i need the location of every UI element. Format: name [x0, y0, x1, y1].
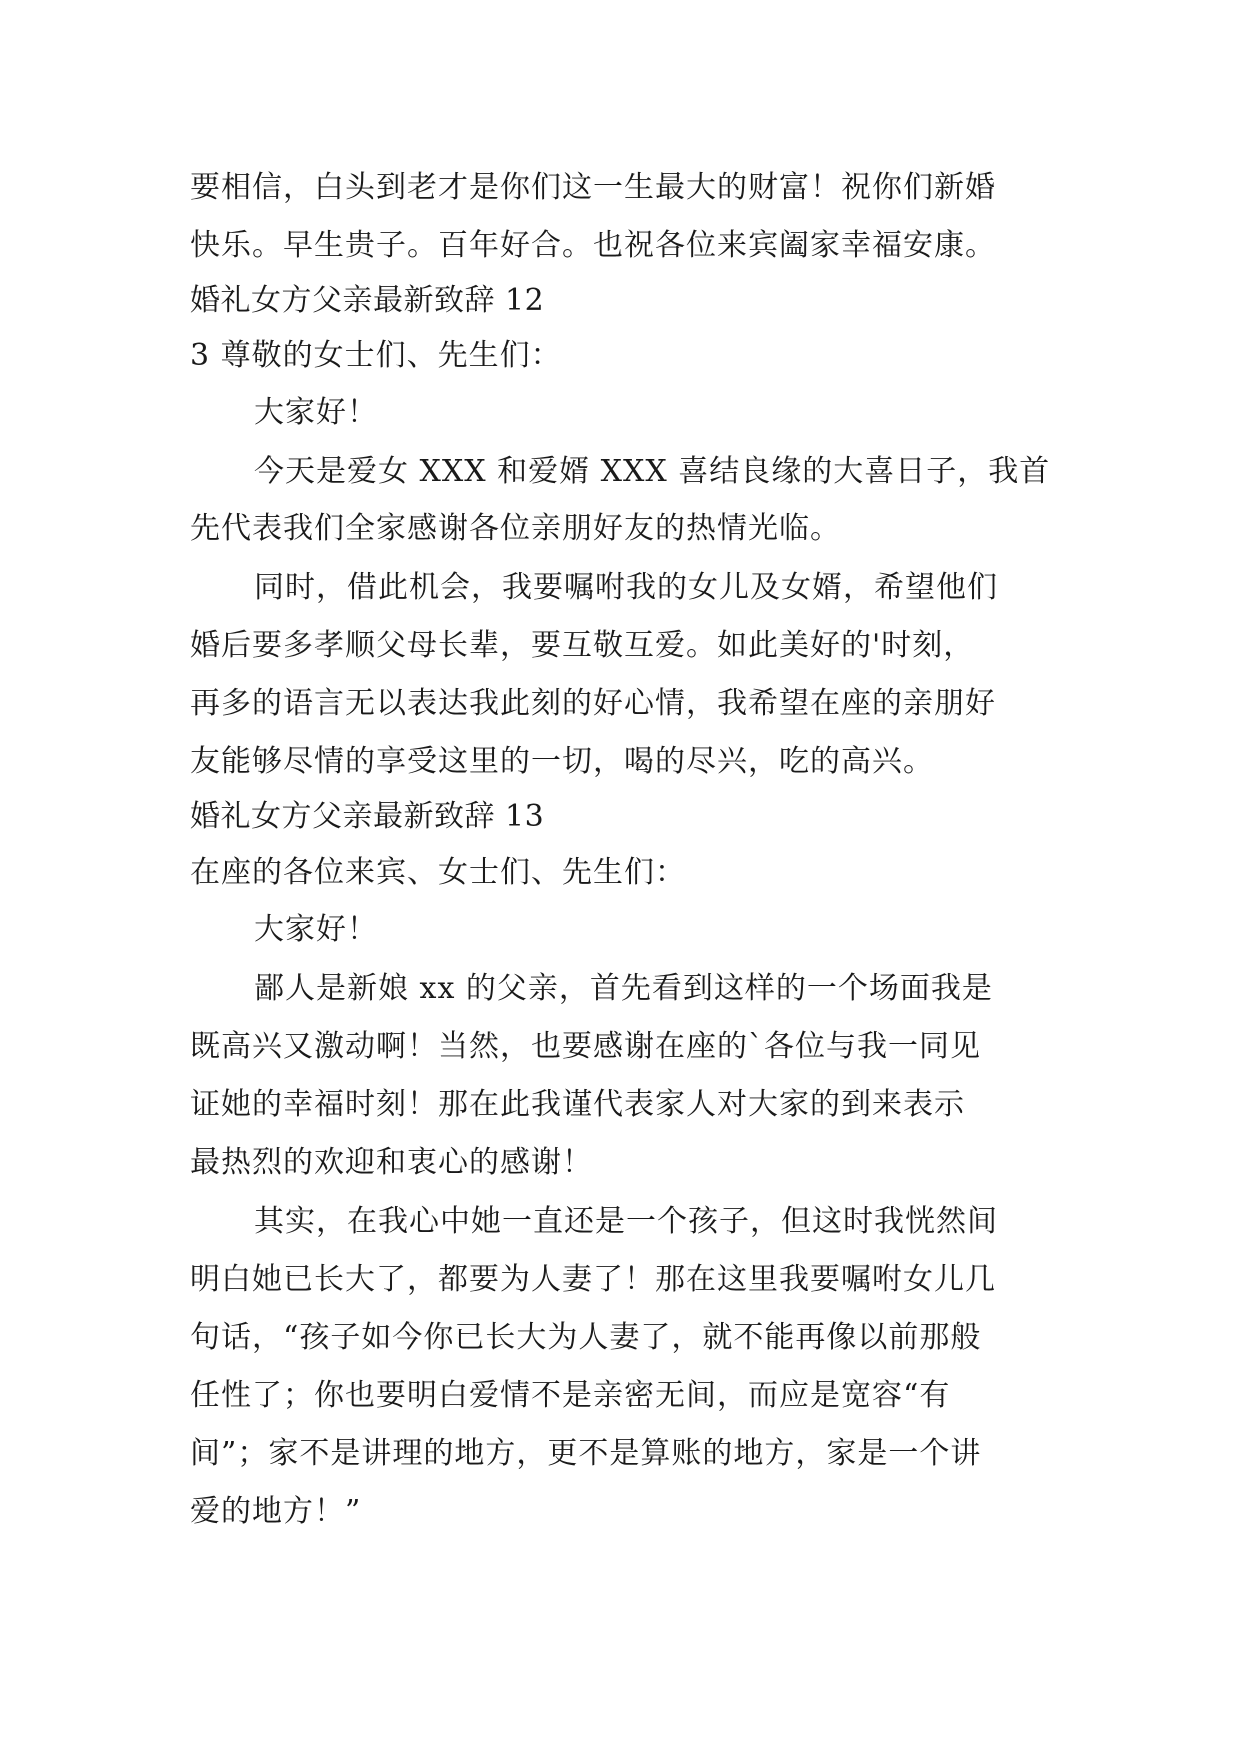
- greeting: 大家好！: [254, 395, 378, 430]
- paragraph-line: 最热烈的欢迎和衷心的感谢！: [190, 1145, 593, 1180]
- greeting: 大家好！: [254, 912, 378, 947]
- paragraph-line: 今天是爱女 XXX 和爱婿 XXX 喜结良缘的大喜日子，我首: [254, 454, 1051, 489]
- paragraph-line: 明白她已长大了，都要为人妻了！那在这里我要嘱咐女儿几: [190, 1262, 996, 1297]
- paragraph-line: 再多的语言无以表达我此刻的好心情，我希望在座的亲朋好: [190, 686, 996, 721]
- salutation: 在座的各位来宾、女士们、先生们：: [190, 855, 686, 890]
- paragraph-line: 其实，在我心中她一直还是一个孩子，但这时我恍然间: [254, 1204, 998, 1239]
- paragraph-line: 同时，借此机会，我要嘱咐我的女儿及女婿，希望他们: [254, 570, 998, 605]
- paragraph-line: 既高兴又激动啊！当然，也要感谢在座的`各位与我一同见: [190, 1029, 981, 1064]
- paragraph-line: 爱的地方！”: [190, 1494, 362, 1529]
- paragraph-line: 句话，“孩子如今你已长大为人妻了，就不能再像以前那般: [190, 1320, 982, 1355]
- text-line: 快乐。早生贵子。百年好合。也祝各位来宾阖家幸福安康。: [190, 228, 996, 263]
- text-line: 要相信，白头到老才是你们这一生最大的财富！祝你们新婚: [190, 170, 996, 205]
- paragraph-line: 间”；家不是讲理的地方，更不是算账的地方，家是一个讲: [190, 1436, 982, 1471]
- section-title: 婚礼女方父亲最新致辞 13: [190, 799, 545, 834]
- paragraph-line: 证她的幸福时刻！那在此我谨代表家人对大家的到来表示: [190, 1087, 965, 1122]
- paragraph-line: 婚后要多孝顺父母长辈，要互敬互爱。如此美好的'时刻，: [190, 628, 975, 663]
- paragraph-line: 友能够尽情的享受这里的一切，喝的尽兴，吃的高兴。: [190, 744, 934, 779]
- paragraph-line: 先代表我们全家感谢各位亲朋好友的热情光临。: [190, 511, 841, 546]
- section-title: 婚礼女方父亲最新致辞 12: [190, 283, 545, 318]
- paragraph-line: 鄙人是新娘 xx 的父亲，首先看到这样的一个场面我是: [254, 971, 993, 1006]
- paragraph-line: 任性了；你也要明白爱情不是亲密无间，而应是宽容“有: [190, 1378, 951, 1413]
- salutation: 3 尊敬的女士们、先生们：: [190, 338, 562, 373]
